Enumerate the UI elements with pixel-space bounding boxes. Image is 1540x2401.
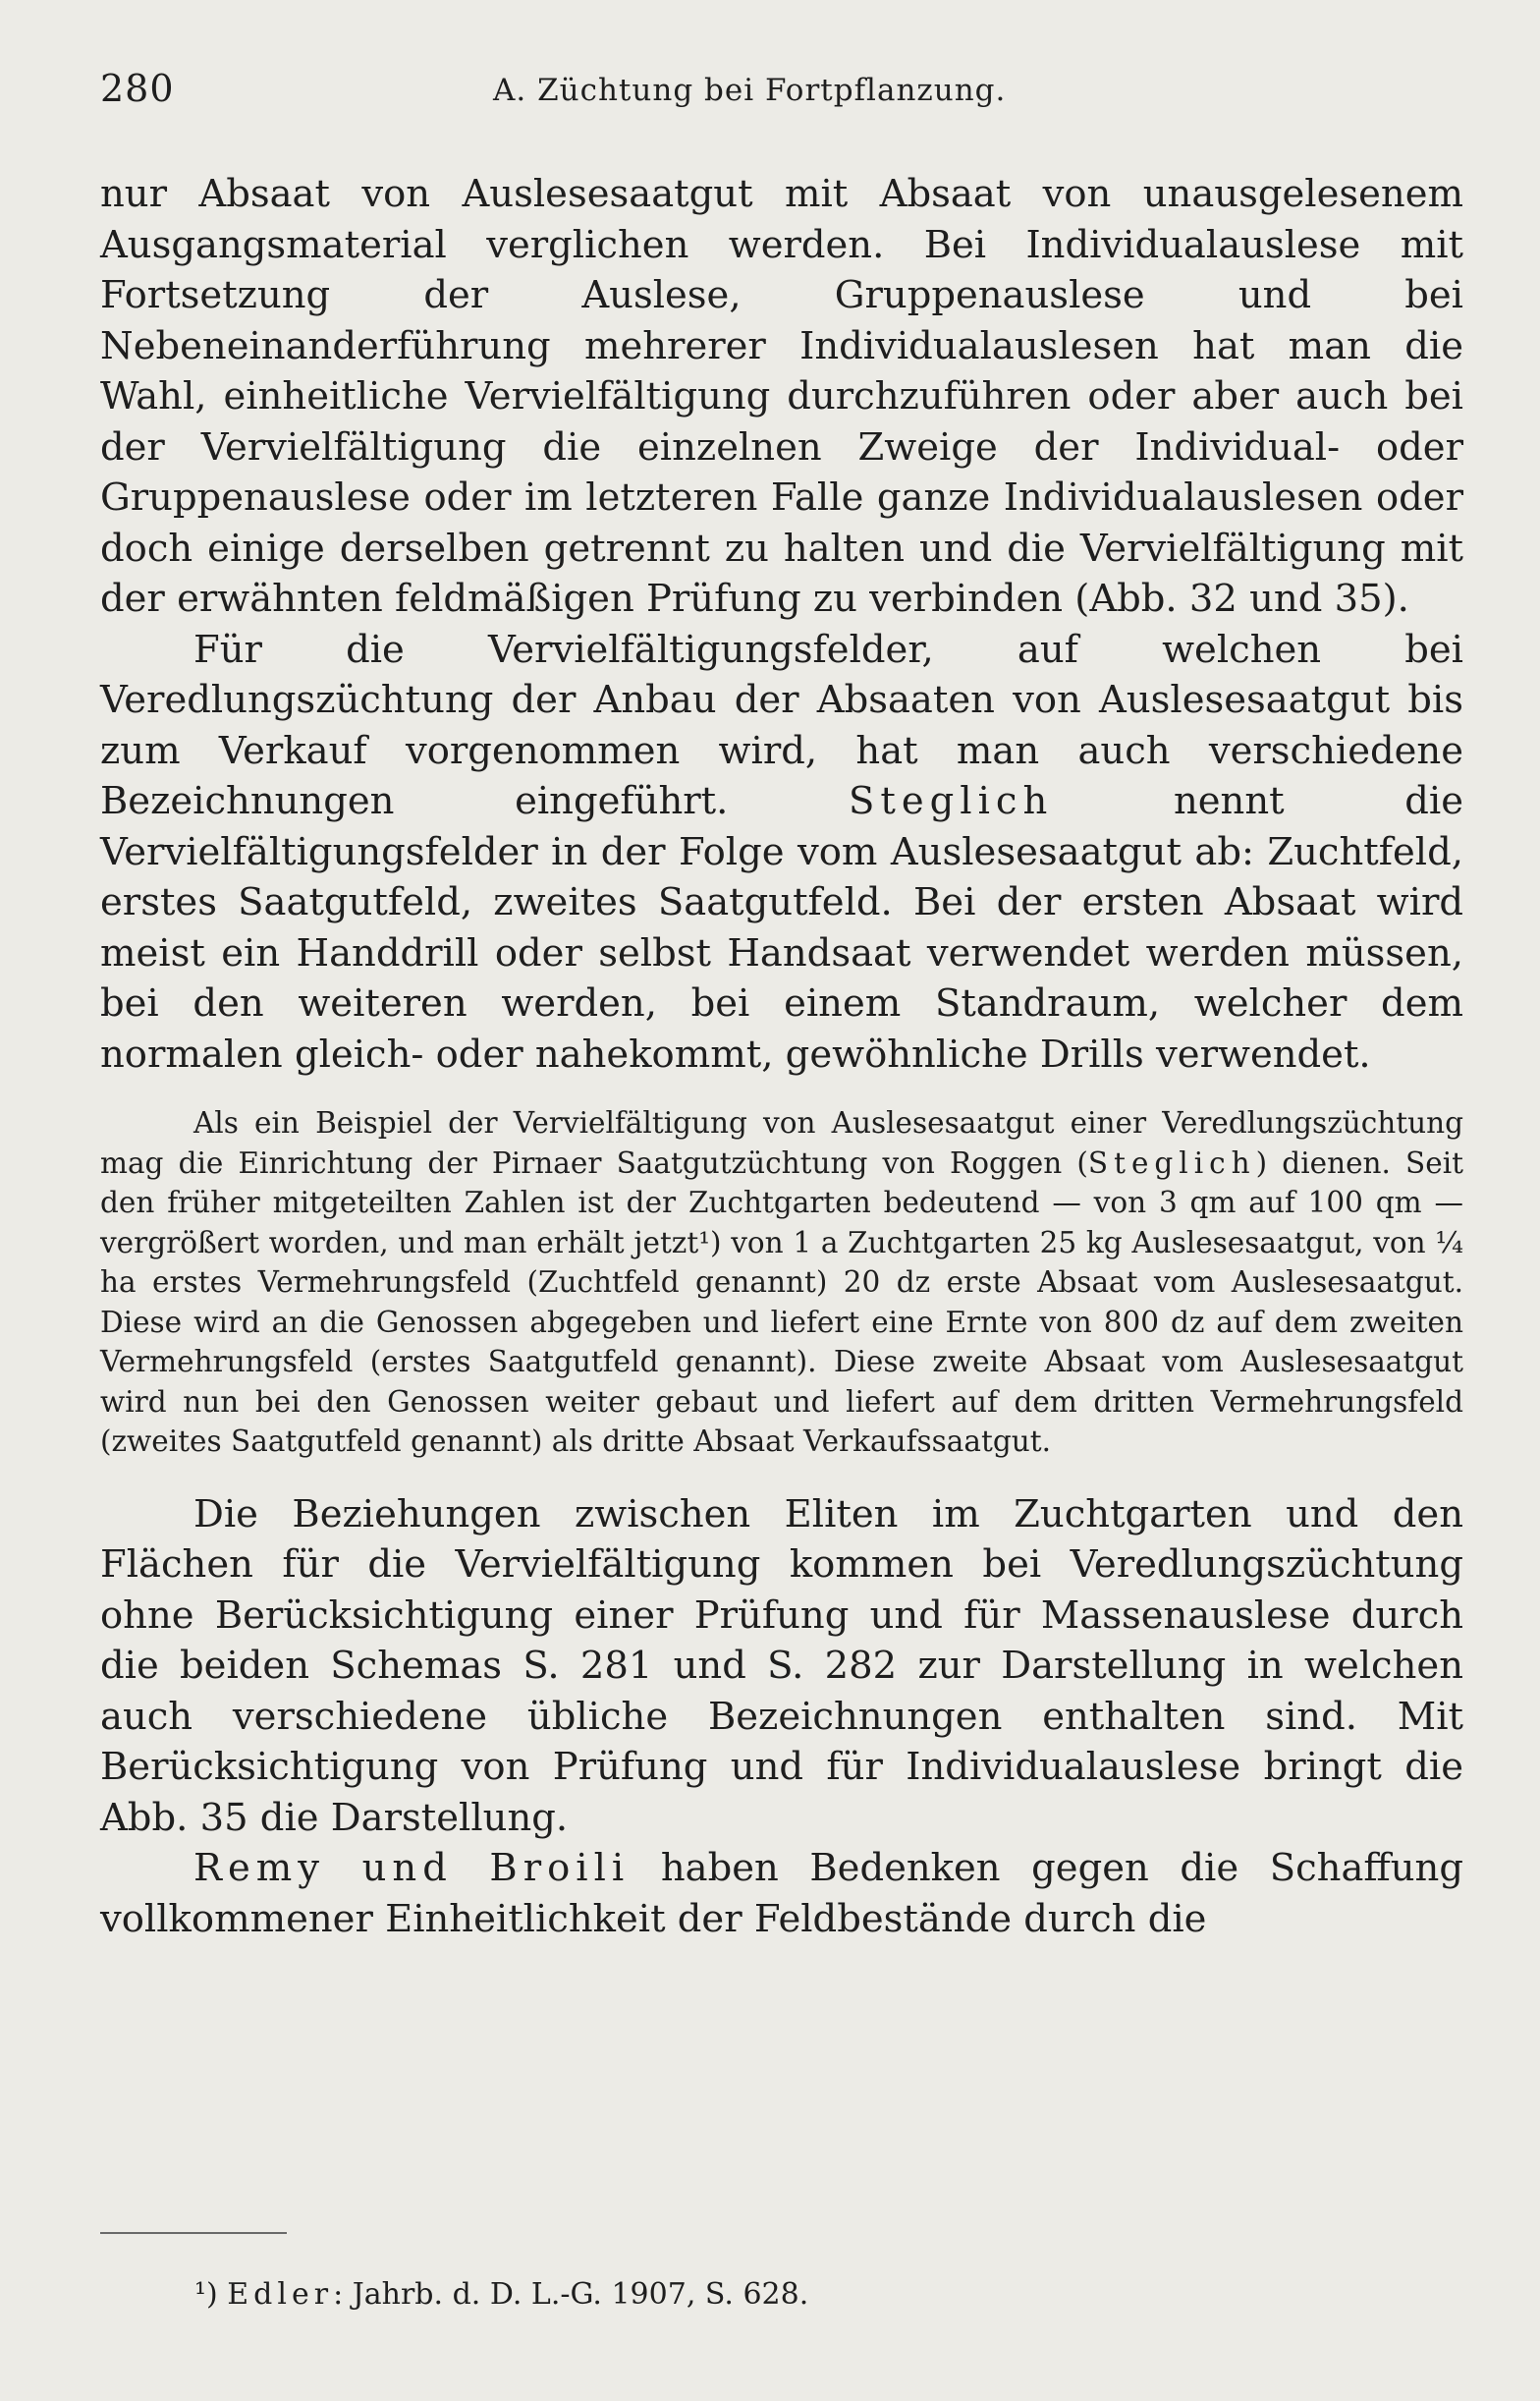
running-head: A. Züchtung bei Fortpflanzung.	[493, 73, 1007, 108]
small-print-part-b: ) dienen. Seit den früher mitgeteilten Zahlen ist der Zuchtgarten bedeutend — von 3 qm auf 100 qm — vergrößert worden, und man erhält jetzt¹) von 1 a Zuchtgarten 25 kg Auslesesaatgut, von ¼ ha erstes Vermehrungsfeld (Zuchtfeld genannt) 20 dz erste Absaat vom Auslesesaatgut. Diese wird an die Genossen abgegeben und liefert eine Ernte von 800 dz auf dem zweiten Vermehrungsfeld (erstes Saatgutfeld genannt). Diese zweite Absaat vom Auslesesaatgut wird nun bei den Genossen weiter gebaut und liefert auf dem dritten Vermehrungsfeld (zweites Saatgutfeld genannt) als dritte Absaat Verkaufssaatgut.	[100, 1145, 1463, 1458]
paragraph-4-part-b: haben Bedenken gegen die Schaffung vollkommener Einheitlichkeit der Feldbestände durch die	[100, 1846, 1463, 1941]
footnote-author: Edler	[227, 2277, 334, 2312]
paragraph-2	[100, 625, 1463, 1081]
body-text	[100, 169, 1463, 1944]
paragraph-3: Die Beziehungen zwischen Eliten im Zuchtgarten und den Flächen für die Vervielfältigung kommen bei Veredlungszüchtung ohne Berücksichtigung einer Prüfung und für Massenauslese durch die beiden Schemas S. 281 und S. 282 zur Darstellung in welchen auch verschiedene übliche Bezeichnungen enthalten sind. Mit Berücksichtigung von Prüfung und für Individualauslese bringt die Abb. 35 die Darstellung.	[100, 1491, 1463, 1840]
paragraph-1: nur Absaat von Auslesesaatgut mit Absaat von unausgelesenem Ausgangsmaterial verglichen werden. Bei Individualauslese mit Fortsetzung der Auslese, Gruppenauslese und bei Nebeneinanderführung mehrerer Individualauslesen hat man die Wahl, einheitliche Vervielfältigung durchzuführen oder aber auch bei der Vervielfältigung die einzelnen Zweige der Individual- oder Gruppenauslese oder im letzteren Falle ganze Individualauslesen oder doch einige derselben getrennt zu halten und die Vervielfältigung mit der erwähnten feldmäßigen Prüfung zu verbinden (Abb. 32 und 35).	[100, 172, 1463, 621]
page-header	[100, 67, 1463, 126]
footnote-divider	[100, 2232, 287, 2234]
paragraph-2-part-a: Für die Vervielfältigungsfelder, auf welchen bei Veredlungszüchtung der Anbau der Absaaten von Auslesesaatgut bis zum Verkauf vorgenommen wird, hat man auch verschiedene Bezeichnungen eingeführt.	[100, 627, 1463, 823]
page-number: 280	[100, 67, 175, 110]
footnote	[194, 2275, 808, 2315]
footnote-marker: ¹)	[194, 2277, 228, 2312]
paragraph-4	[100, 1843, 1463, 1944]
small-print-example	[100, 1103, 1463, 1462]
paragraph-2-part-b: nennt die Vervielfältigungsfelder in der Folge vom Auslesesaatgut ab: Zuchtfeld, erstes Saatgutfeld, zweites Saatgutfeld. Bei der ersten Absaat wird meist ein Handdrill oder selbst Handsaat verwendet werden müssen, bei den weiteren werden, bei einem Standraum, welcher dem normalen gleich- oder nahekommt, gewöhnliche Drills verwendet.	[100, 779, 1463, 1077]
author-name-steglich: Steglich	[849, 779, 1054, 823]
footnote-text: : Jahrb. d. D. L.-G. 1907, S. 628.	[333, 2277, 809, 2312]
small-print-part-a: Als ein Beispiel der Vervielfältigung von Auslesesaatgut einer Veredlungszüchtung mag die Einrichtung der Pirnaer Saatgutzüchtung von Roggen (	[100, 1106, 1463, 1180]
author-names-remy-broili: Remy und Broili	[193, 1846, 631, 1890]
author-name-steglich-small: Steglich	[1087, 1145, 1256, 1180]
